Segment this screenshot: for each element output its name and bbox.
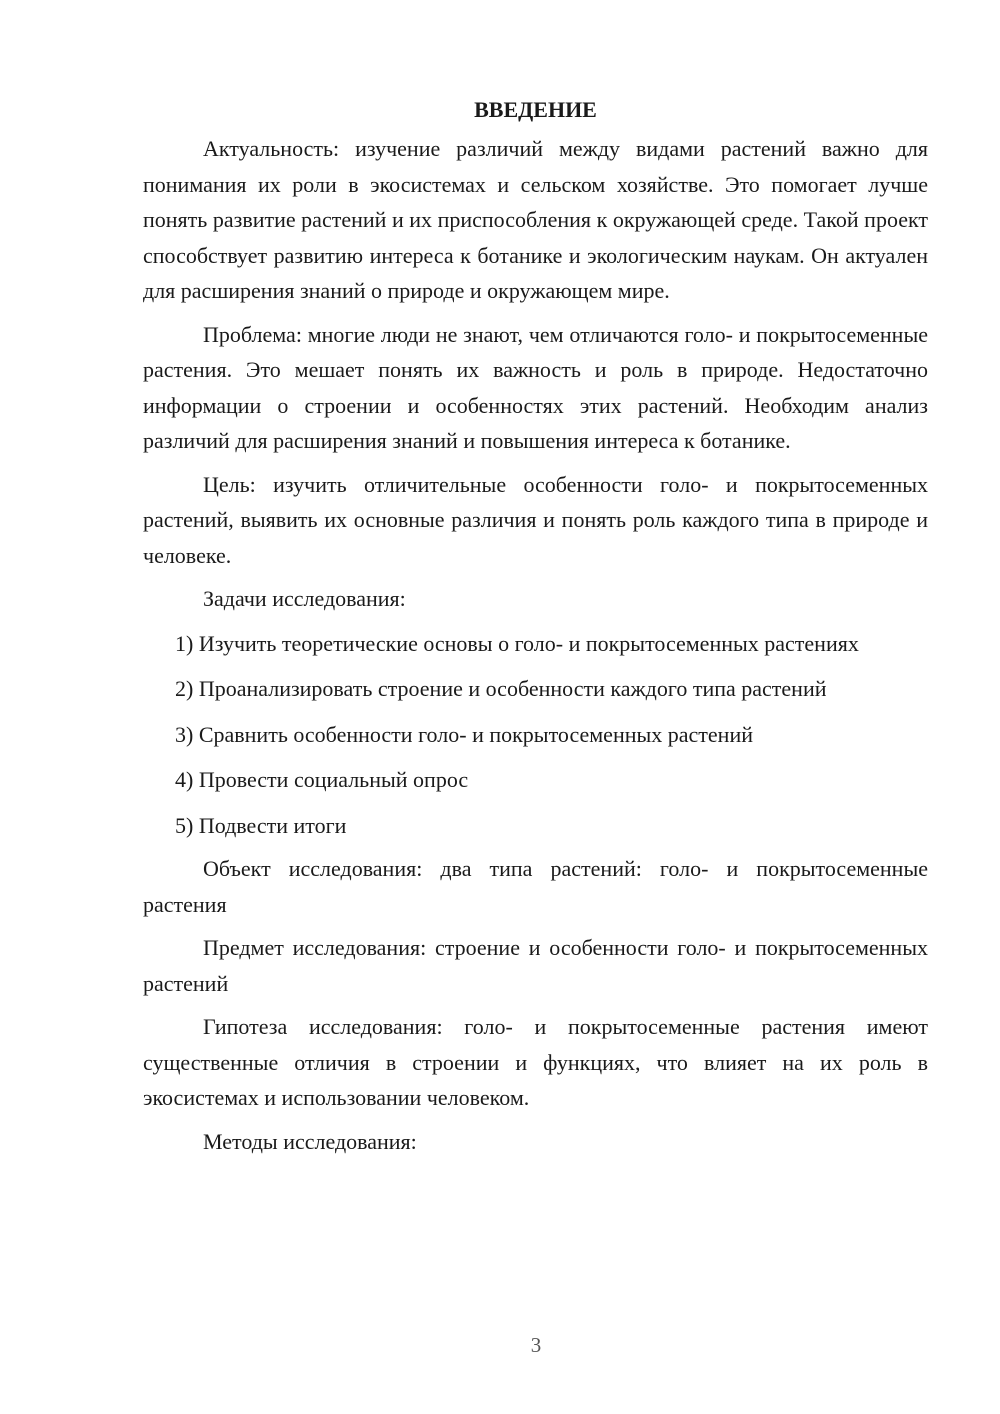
object-paragraph: Объект исследования: два типа растений: голо- и покрытосеменные растения [143, 856, 928, 917]
tasks-list [143, 626, 928, 844]
subject-paragraph: Предмет исследования: строение и особенности голо- и покрытосеменных растений [143, 935, 928, 996]
task-item-1: 1) Изучить теоретические основы о голо- и покрытосеменных растениях [175, 630, 859, 656]
document-page [143, 92, 928, 1159]
task-item-2: 2) Проанализировать строение и особенности каждого типа растений [175, 676, 827, 701]
page-number: 3 [530, 1333, 542, 1357]
goal-paragraph: Цель: изучить отличительные особенности голо- и покрытосеменных растений, выявить их основные различия и понять роль каждого типа в природе и человеке. [143, 471, 928, 568]
section-heading: ВВЕДЕНИЕ [474, 97, 597, 122]
task-item-5: 5) Подвести итоги [175, 812, 347, 838]
task-item-3: 3) Сравнить особенности голо- и покрытосеменных растений [175, 721, 753, 747]
problem-paragraph: Проблема: многие люди не знают, чем отличаются голо- и покрытосеменные растения. Это мешает понять их важность и роль в природе. Недостаточно информации о строении и особенностях этих растений. Необходим анализ различий для расширения знаний и повышения интереса к ботанике. [143, 321, 928, 453]
relevance-paragraph: Актуальность: изучение различий между видами растений важно для понимания их роли в экосистемах и сельском хозяйстве. Это помогает лучше понять развитие растений и их приспособления к окружающей среде. Такой проект способствует развитию интереса к ботанике и экологическим наукам. Он актуален для расширения знаний о природе и окружающем мире. [143, 136, 928, 303]
tasks-label: Задачи исследования: [203, 586, 406, 611]
hypothesis-paragraph: Гипотеза исследования: голо- и покрытосеменные растения имеют существенные отличия в строении и функциях, что влияет на их роль в экосистемах и использовании человеком. [143, 1014, 928, 1110]
task-item-4: 4) Провести социальный опрос [175, 767, 469, 792]
methods-label: Методы исследования: [203, 1128, 417, 1154]
